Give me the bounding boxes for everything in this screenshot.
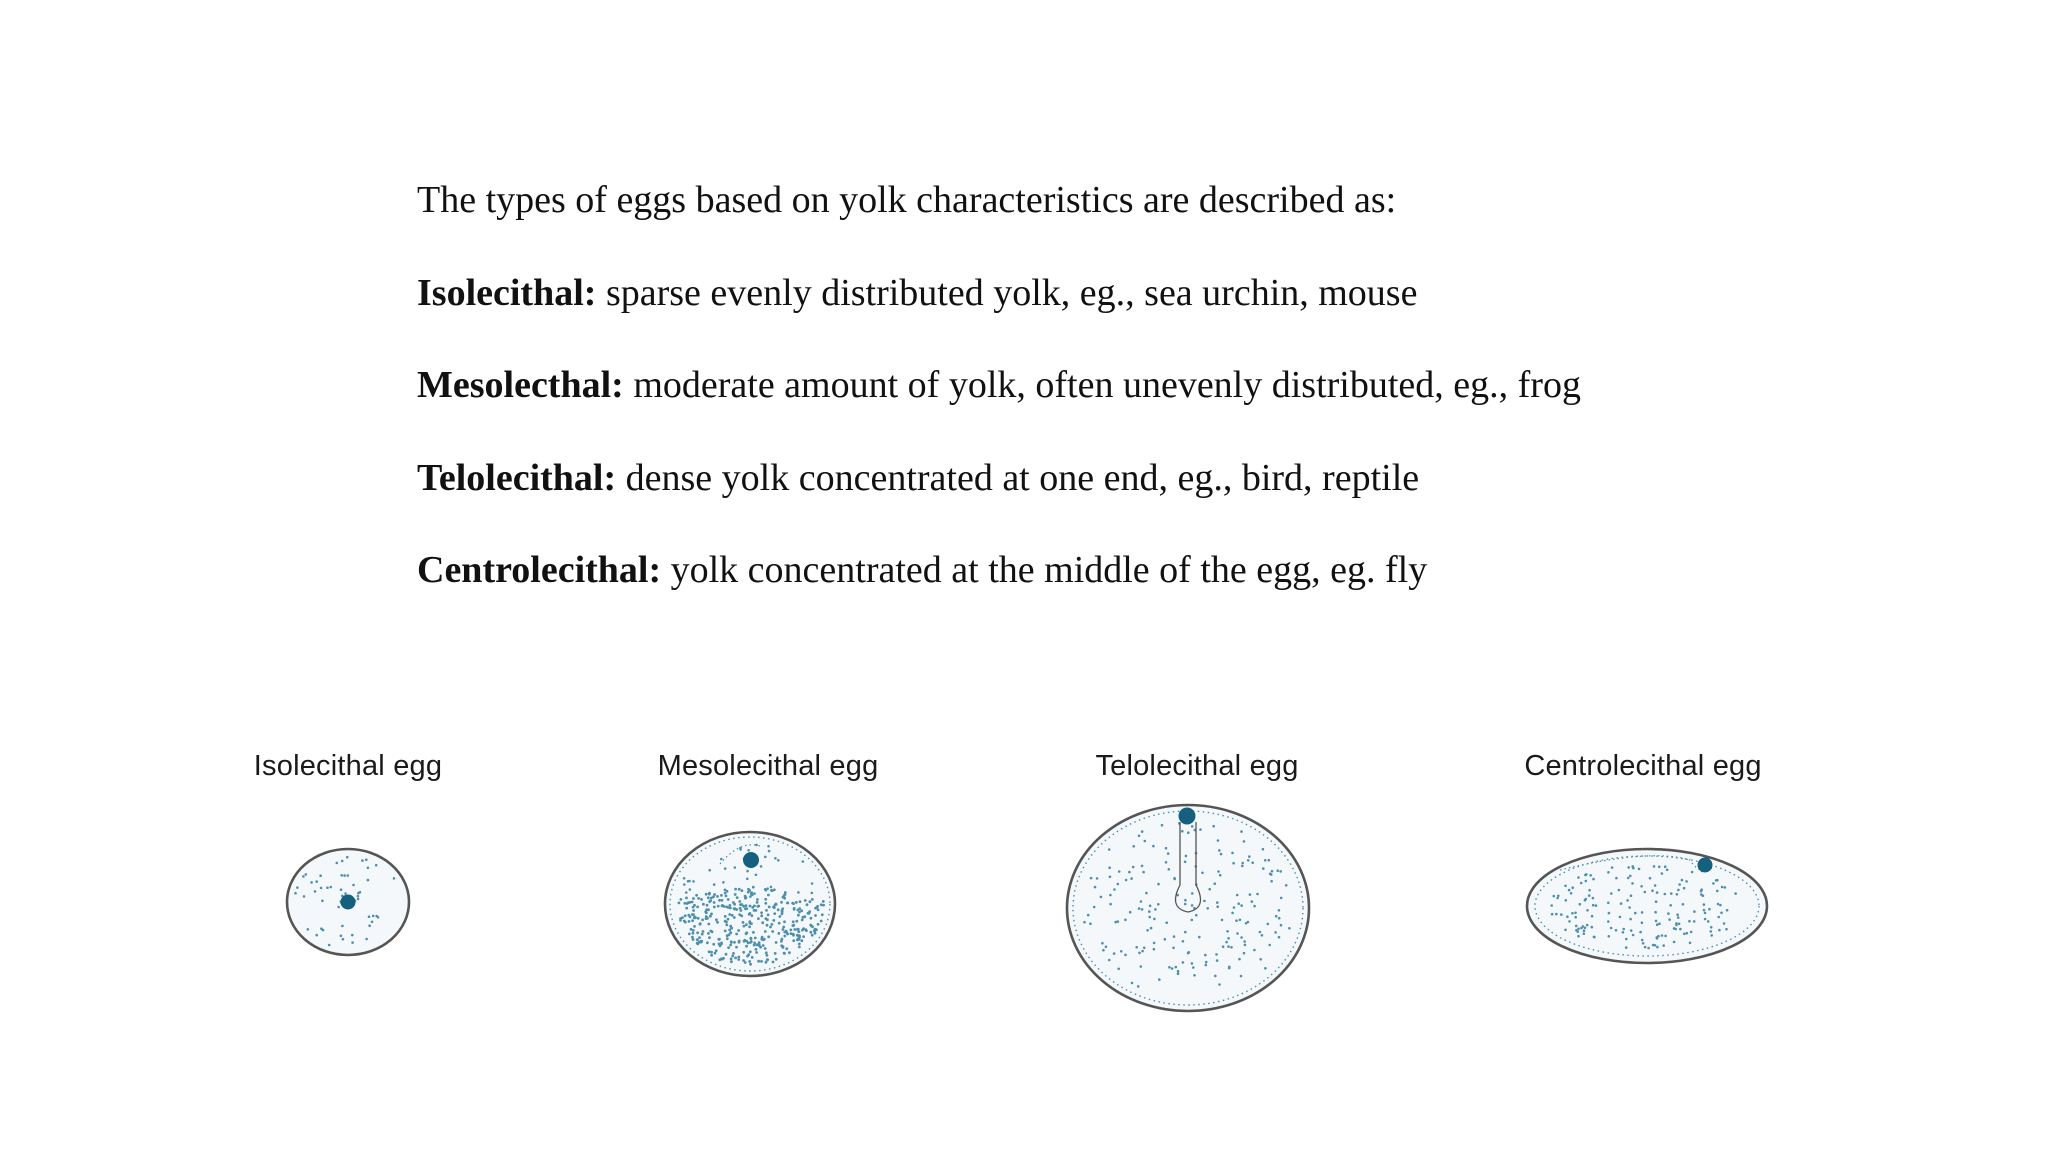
definition-text-telolecithal: dense yolk concentrated at one end, eg., bird, reptile [616,456,1420,499]
intro-line: The types of eggs based on yolk characteristics are described as: [417,179,1397,221]
definition-telolecithal [417,456,1917,502]
definition-mesolecithal [417,363,1917,409]
isolecithal-nucleus [341,895,356,910]
definition-centrolecithal [417,548,1917,594]
telolecithal-egg-diagram [1067,805,1309,1011]
egg-diagrams [0,730,2048,1030]
term-mesolecithal: Mesolecthal: [417,364,624,407]
mesolecithal-egg-diagram [665,832,835,976]
label-telolecithal-egg: Telolecithal egg [1095,750,1299,782]
centrolecithal-membrane [1527,849,1767,963]
isolecithal-egg-diagram [287,849,409,955]
term-telolecithal: Telolecithal: [417,456,617,499]
definition-text-isolecithal: sparse evenly distributed yolk, eg., sea urchin, mouse [596,271,1418,314]
label-mesolecithal-egg: Mesolecithal egg [657,750,879,782]
label-isolecithal-egg: Isolecithal egg [253,750,443,782]
definition-isolecithal [417,271,1917,317]
centrolecithal-egg-diagram [1527,849,1767,963]
centrolecithal-nucleus [1698,858,1713,873]
definition-text-mesolecithal: moderate amount of yolk, often unevenly distributed, eg., frog [623,364,1581,407]
definition-text-centrolecithal: yolk concentrated at the middle of the egg, eg. fly [661,549,1428,592]
description-text [417,178,1917,594]
telolecithal-nucleus [1179,808,1196,825]
mesolecithal-nucleus [743,852,759,868]
term-isolecithal: Isolecithal: [417,271,597,314]
egg-types-figure [0,730,2048,1030]
telolecithal-membrane [1067,805,1309,1011]
term-centrolecithal: Centrolecithal: [417,549,662,592]
label-centrolecithal-egg: Centrolecithal egg [1524,750,1762,782]
